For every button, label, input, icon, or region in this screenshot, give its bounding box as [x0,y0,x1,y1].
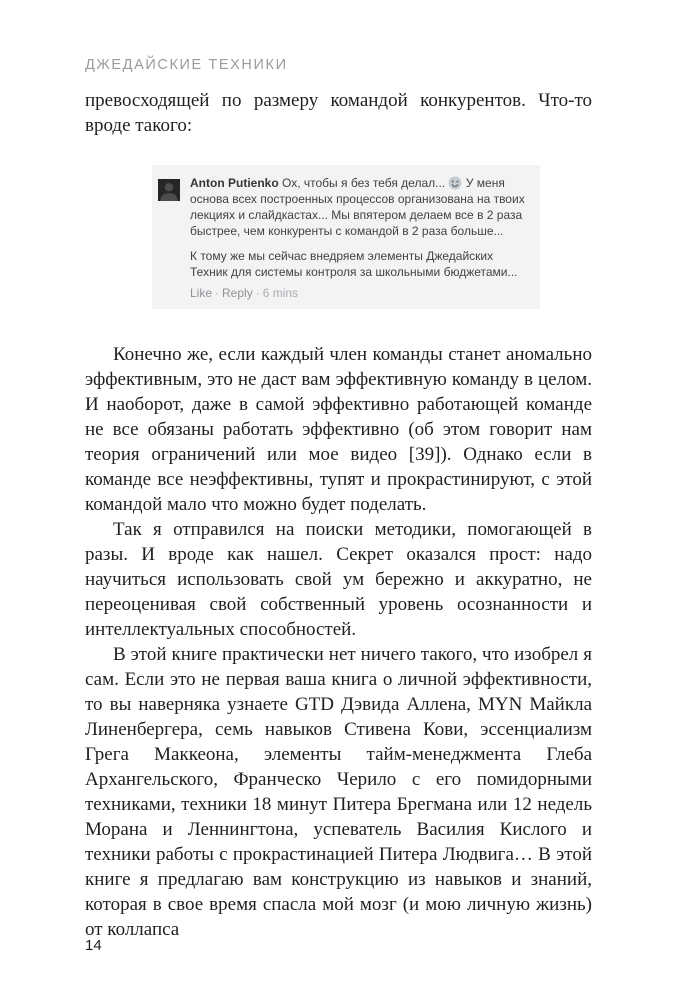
facebook-comment-screenshot [152,165,540,309]
smiley-emoji-icon [448,176,462,190]
person-avatar [158,179,180,201]
comment-first-paragraph [190,175,528,239]
person-silhouette-icon [158,179,180,201]
comment-timestamp: 6 mins [262,286,299,300]
page-number: 14 [85,937,102,954]
running-header: ДЖЕДАЙСКИЕ ТЕХНИКИ [85,57,288,73]
comment-body [190,175,528,300]
paragraph-2: Так я отправился на поиски методики, помогающей в разы. И вроде как нашел. Секрет оказался прост: надо научиться использовать свой ум бережно и аккуратно, не переоценивая свой собственный уровень осознанности и интеллектуальных способностей. [85,519,592,640]
paragraph-3: В этой книге практически нет ничего такого, что изобрел я сам. Если это не первая ваша книга о личной эффективности, то вы наверняка узнаете GTD Дэвида Аллена, MYN Майкла Линенбергера, семь навыков Стивена Кови, эссенциализм Грега Маккеона, элементы тайм-менеджмента Глеба Архангельского, Франческо Черило с его помидорными техниками, техники 18 минут Питера Брегмана или 12 недель Морана и Леннингтона, успеватель Василия Кислого и техники работы с прокрастинацией Питера Людвига… В этой книге я предлагаю вам конструкцию из навыков и знаний, которая в свое время спасла мой мозг (и мою личную жизнь) от коллапса [85,644,592,940]
comment-author: Anton Putienko [190,176,279,190]
comment-second-paragraph: К тому же мы сейчас внедряем элементы Джедайских Техник для системы контроля за школьными бюджетами... [190,249,518,279]
reply-link: Reply [222,286,253,300]
paragraph-1: Конечно же, если каждый член команды станет аномально эффективным, это не даст вам эффективную команду в целом. И наоборот, даже в самой эффективно работающей команде не все обязаны работать эффективно (об этом говорит нам теория ограничений или мое видео [39]). Однако если в команде все неэффективны, тупят и прокрастинируют, с этой командой мало что можно будет поделать. [85,344,592,515]
comment-text-rest: У меня основа всех построенных процессов организована на твоих лекциях и слайдкастах... Мы впятером делаем все в 2 раза быстрее, чем конкуренты с командой в 2 раза больше... [190,176,525,238]
comment-actions [190,286,528,300]
paragraph-intro: превосходящей по размеру командой конкурентов. Что-то вроде такого: [85,90,592,136]
like-link: Like [190,286,213,300]
separator-dot: · [255,286,260,300]
comment-text-lead: Ох, чтобы я без тебя делал... [282,176,446,190]
separator-dot: · [215,286,220,300]
